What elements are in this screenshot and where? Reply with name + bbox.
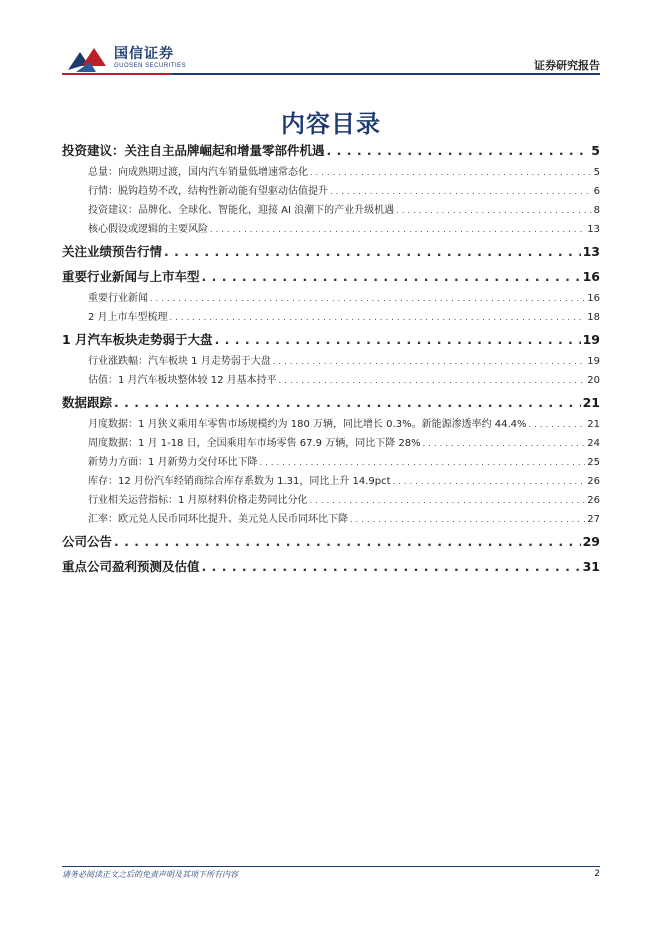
page-header xyxy=(62,42,600,76)
toc-entry-page: 16 xyxy=(587,293,600,304)
toc-entry-subsection[interactable] xyxy=(62,453,600,472)
toc-entry-subsection[interactable] xyxy=(62,371,600,390)
toc-entry-section[interactable] xyxy=(62,390,600,415)
toc-entry-subsection[interactable] xyxy=(62,220,600,239)
toc-entry-label: 行业相关运营指标：1 月原材料价格走势同比分化 xyxy=(88,495,308,506)
footer-divider xyxy=(62,866,600,867)
toc-entry-page: 13 xyxy=(582,244,600,259)
brand-name-en: GUOSEN SECURITIES xyxy=(114,63,187,69)
toc-leader-dots xyxy=(350,510,585,529)
toc-entry-page: 29 xyxy=(582,534,600,549)
toc-entry-subsection[interactable] xyxy=(62,415,600,434)
table-of-contents xyxy=(62,138,600,579)
toc-entry-label: 投资建议：关注自主品牌崛起和增量零部件机遇 xyxy=(62,143,325,158)
brand-block xyxy=(114,46,186,71)
toc-entry-subsection[interactable] xyxy=(62,163,600,182)
toc-entry-page: 26 xyxy=(587,476,600,487)
toc-leader-dots xyxy=(396,201,591,220)
toc-leader-dots xyxy=(164,239,581,264)
toc-entry-section[interactable] xyxy=(62,138,600,163)
toc-leader-dots xyxy=(327,138,590,163)
toc-entry-page: 21 xyxy=(582,395,600,410)
toc-entry-label: 库存：12 月份汽车经销商综合库存系数为 1.31，同比上升 14.9pct xyxy=(88,476,391,487)
toc-entry-label: 估值：1 月汽车板块整体较 12 月基本持平 xyxy=(88,375,277,386)
toc-entry-label: 重点公司盈利预测及估值 xyxy=(62,559,200,574)
toc-leader-dots xyxy=(202,264,581,289)
toc-leader-dots xyxy=(310,491,586,510)
toc-entry-page: 6 xyxy=(593,186,600,197)
toc-leader-dots xyxy=(114,529,581,554)
toc-leader-dots xyxy=(215,327,581,352)
toc-leader-dots xyxy=(260,453,586,472)
brand-name-cn: 国信证券 xyxy=(114,46,174,62)
toc-entry-label: 行情：脱钩趋势不改，结构性新动能有望驱动估值提升 xyxy=(88,186,328,197)
toc-entry-label: 1 月汽车板块走势弱于大盘 xyxy=(62,332,213,347)
toc-entry-page: 18 xyxy=(587,312,600,323)
toc-entry-page: 24 xyxy=(587,438,600,449)
toc-entry-label: 周度数据：1 月 1-18 日，全国乘用车市场零售 67.9 万辆，同比下降 28% xyxy=(88,438,421,449)
toc-entry-subsection[interactable] xyxy=(62,352,600,371)
guosen-logo-icon xyxy=(66,46,110,76)
toc-leader-dots xyxy=(330,182,592,201)
toc-leader-dots xyxy=(210,220,585,239)
toc-entry-subsection[interactable] xyxy=(62,510,600,529)
toc-entry-label: 行业涨跌幅：汽车板块 1 月走势弱于大盘 xyxy=(88,356,271,367)
toc-entry-subsection[interactable] xyxy=(62,491,600,510)
toc-leader-dots xyxy=(150,289,585,308)
toc-entry-section[interactable] xyxy=(62,264,600,289)
toc-leader-dots xyxy=(310,163,592,182)
toc-entry-label: 2 月上市车型梳理 xyxy=(88,312,168,323)
toc-leader-dots xyxy=(423,434,586,453)
toc-entry-page: 20 xyxy=(587,375,600,386)
toc-entry-label: 总量：向成熟期过渡，国内汽车销量低增速常态化 xyxy=(88,167,308,178)
toc-entry-page: 16 xyxy=(582,269,600,284)
header-divider-accent xyxy=(62,73,172,75)
toc-entry-page: 21 xyxy=(587,419,600,430)
footer-disclaimer: 请务必阅读正文之后的免责声明及其项下所有内容 xyxy=(62,870,238,879)
toc-entry-label: 公司公告 xyxy=(62,534,113,549)
toc-entry-page: 27 xyxy=(587,514,600,525)
page-number: 2 xyxy=(594,869,600,879)
toc-leader-dots xyxy=(170,308,586,327)
toc-entry-page: 31 xyxy=(582,559,600,574)
toc-entry-section[interactable] xyxy=(62,327,600,352)
toc-leader-dots xyxy=(393,472,586,491)
toc-entry-label: 新势力方面：1 月新势力交付环比下降 xyxy=(88,457,258,468)
toc-leader-dots xyxy=(114,390,581,415)
toc-entry-subsection[interactable] xyxy=(62,289,600,308)
toc-entry-page: 5 xyxy=(593,167,600,178)
toc-entry-page: 19 xyxy=(582,332,600,347)
toc-entry-section[interactable] xyxy=(62,529,600,554)
toc-entry-label: 投资建议：品牌化、全球化、智能化，迎接 AI 浪潮下的产业升级机遇 xyxy=(88,205,395,216)
toc-leader-dots xyxy=(273,352,586,371)
report-type-label: 证券研究报告 xyxy=(534,59,600,72)
toc-title: 内容目录 xyxy=(281,110,381,138)
toc-entry-page: 25 xyxy=(587,457,600,468)
toc-entry-label: 数据跟踪 xyxy=(62,395,113,410)
toc-entry-page: 13 xyxy=(587,224,600,235)
toc-entry-page: 26 xyxy=(587,495,600,506)
toc-entry-subsection[interactable] xyxy=(62,201,600,220)
toc-entry-subsection[interactable] xyxy=(62,182,600,201)
toc-entry-page: 8 xyxy=(593,205,600,216)
toc-entry-page: 19 xyxy=(587,356,600,367)
toc-entry-label: 关注业绩预告行情 xyxy=(62,244,163,259)
toc-entry-subsection[interactable] xyxy=(62,308,600,327)
toc-entry-subsection[interactable] xyxy=(62,434,600,453)
toc-leader-dots xyxy=(529,415,586,434)
toc-entry-label: 重要行业新闻与上市车型 xyxy=(62,269,200,284)
toc-entry-page: 5 xyxy=(591,143,600,158)
toc-entry-subsection[interactable] xyxy=(62,472,600,491)
toc-entry-label: 月度数据：1 月狭义乘用车零售市场规模约为 180 万辆，同比增长 0.3%。新能源渗透率约 44.4% xyxy=(88,419,527,430)
toc-leader-dots xyxy=(279,371,586,390)
toc-entry-label: 重要行业新闻 xyxy=(88,293,148,304)
toc-entry-section[interactable] xyxy=(62,554,600,579)
toc-entry-label: 核心假设或逻辑的主要风险 xyxy=(88,224,208,235)
toc-entry-section[interactable] xyxy=(62,239,600,264)
toc-leader-dots xyxy=(202,554,581,579)
toc-entry-label: 汇率：欧元兑人民币同环比提升、美元兑人民币同环比下降 xyxy=(88,514,348,525)
